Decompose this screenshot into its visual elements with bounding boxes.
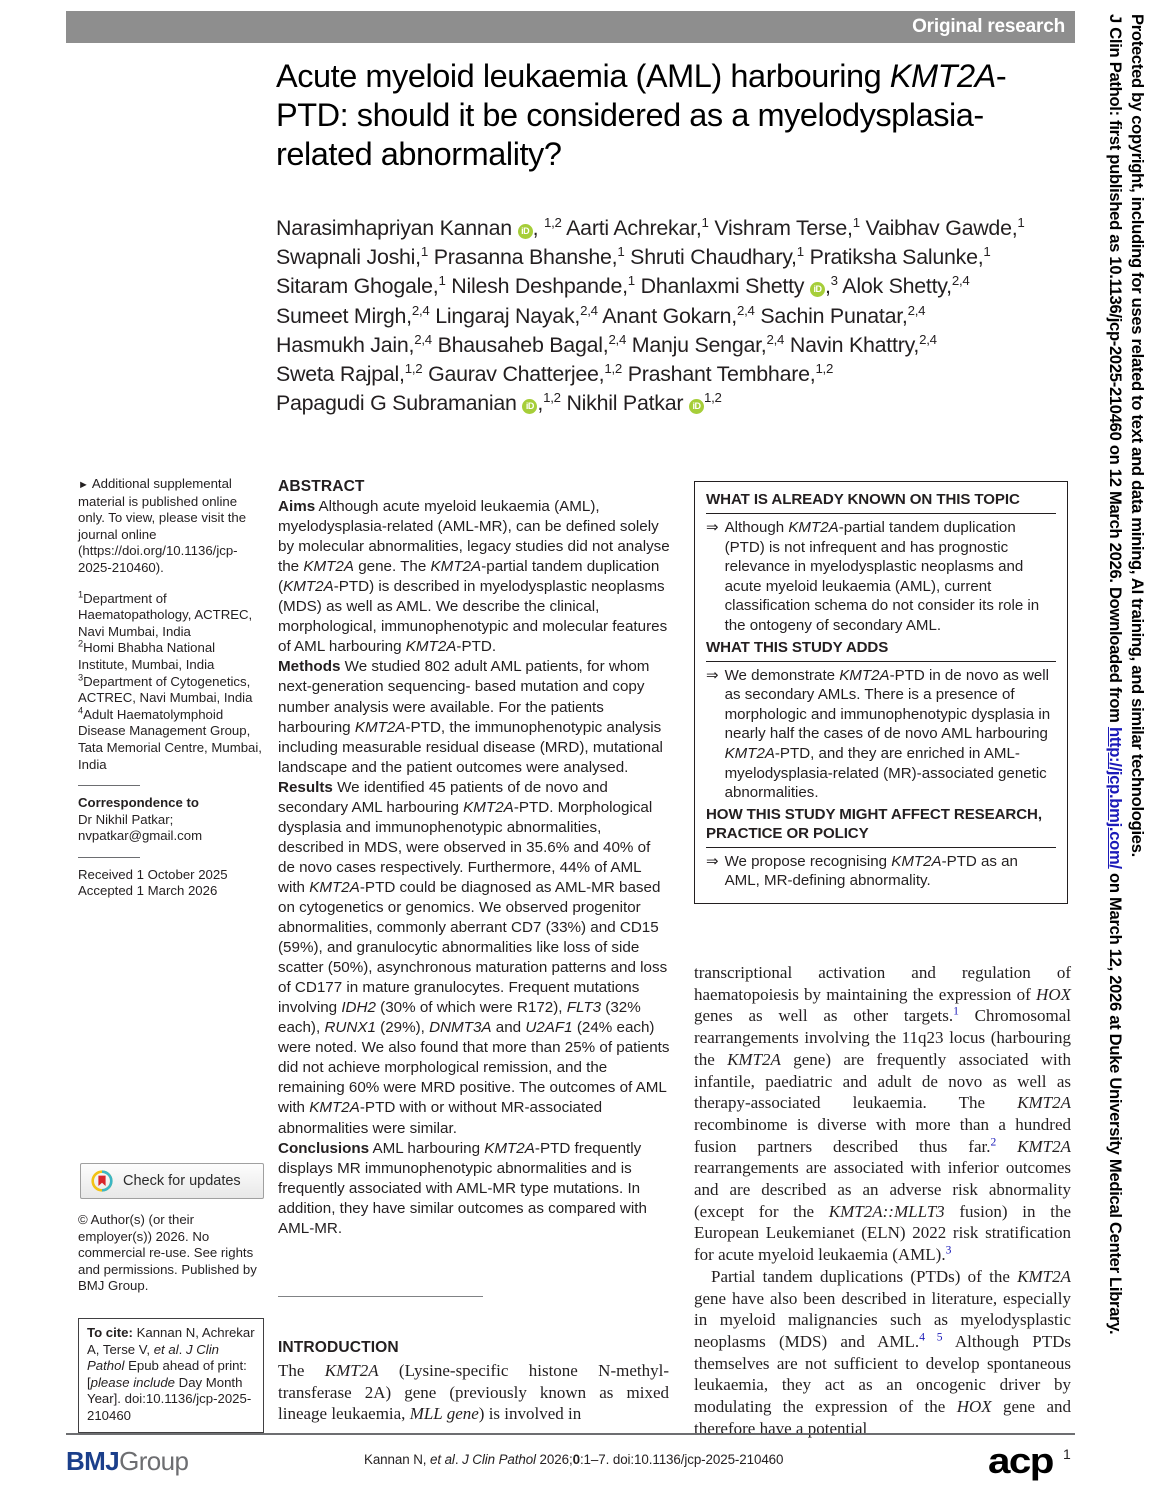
gene-name: FLT3 bbox=[566, 999, 602, 1017]
affiliation-marker: 2,4 bbox=[907, 302, 926, 318]
abstract-section bbox=[278, 477, 671, 1239]
citation-ref[interactable]: 2 bbox=[990, 1134, 997, 1148]
gene-name: KMT2A bbox=[354, 718, 406, 736]
results-text: We identified 45 patients of de novo and secondary AML harbouring bbox=[278, 778, 608, 816]
affiliation-marker: 1,2 bbox=[703, 390, 722, 406]
author-name: Sumeet Mirgh, bbox=[276, 303, 412, 328]
results-text: (30% of which were R172), bbox=[375, 999, 567, 1017]
affiliation-number: 3 bbox=[78, 672, 84, 683]
affiliation-number: 1 bbox=[78, 589, 84, 600]
intro-text: (Lysine-specific histone N-methyl-transferase 2A) gene (previously known as mixed lineage leukaemia, bbox=[278, 1361, 669, 1424]
orcid-icon[interactable]: iD bbox=[689, 399, 704, 414]
author-name: Nilesh Deshpande, bbox=[445, 274, 628, 299]
abstract-results bbox=[278, 778, 671, 1139]
to-cite-label: To cite: bbox=[87, 1325, 133, 1340]
to-cite-placeholder: please include bbox=[90, 1374, 175, 1390]
gene-name: KMT2A bbox=[1017, 1093, 1071, 1113]
affiliation-marker: 1 bbox=[701, 214, 709, 230]
key-points-divider bbox=[706, 847, 1056, 848]
affiliation-text: Department of Haematopathology, ACTREC, Navi Mumbai, India bbox=[78, 590, 253, 639]
author-name: Pratiksha Salunke, bbox=[803, 245, 984, 270]
introduction-body bbox=[278, 1360, 669, 1425]
gene-name: KMT2A bbox=[303, 558, 354, 576]
to-cite-authors: Kannan N, Achrekar A, Terse V, bbox=[87, 1325, 255, 1357]
body-paragraph-1 bbox=[694, 962, 1071, 1266]
correspondence-body: Dr Nikhil Patkar; nvpatkar@gmail.com bbox=[78, 811, 203, 844]
key-point-text bbox=[725, 666, 1056, 803]
affiliation-marker: 1 bbox=[1017, 214, 1025, 230]
gene-name: IDH2 bbox=[341, 999, 376, 1017]
citation-ref[interactable]: 3 bbox=[945, 1243, 952, 1257]
abstract-conclusions bbox=[278, 1139, 671, 1239]
author-line-6 bbox=[276, 362, 833, 386]
key-point-1 bbox=[706, 518, 1056, 636]
methods-text: -PTD, the immunophenotypic analysis including measurable residual disease (MRD), mutational landscape and the patient outcomes were analysed. bbox=[278, 718, 663, 776]
kp-text-part: We demonstrate bbox=[724, 666, 840, 684]
abstract-aims bbox=[278, 497, 671, 657]
affiliation-marker: 2,4 bbox=[608, 331, 627, 347]
abstract-heading: ABSTRACT bbox=[278, 478, 365, 495]
title-gene: KMT2A bbox=[889, 58, 996, 94]
author-sep: , bbox=[824, 274, 831, 299]
affiliation-marker: 2,4 bbox=[580, 302, 598, 318]
body-paragraph-2 bbox=[694, 1266, 1071, 1440]
gene-name: KMT2A bbox=[463, 798, 514, 816]
supplemental-text: Additional supplemental material is published online only. To view, please visit the journal online (https://doi.org/10.1136/jcp-2025-210460). bbox=[78, 476, 247, 575]
watermark-sidebar bbox=[1086, 0, 1148, 1510]
footer-citation bbox=[364, 1452, 783, 1467]
body-text: Partial tandem duplications (PTDs) of the bbox=[711, 1266, 1018, 1286]
to-cite-sep: . bbox=[178, 1341, 186, 1357]
affiliation-marker: 1 bbox=[796, 244, 804, 260]
kp-text-part: -partial tandem duplication (PTD) is not infrequent and has prognostic relevance in myelodysplastic neoplasms and acute myeloid leukaemia (AML), current classification schema do not consider its role in the ontogeny of secondary AML. bbox=[724, 519, 1040, 634]
aims-text: Although acute myeloid leukaemia (AML), myelodysplasia-related (AML-MR), can be defined solely by molecular abnormalities, legacy studies did not analyse the bbox=[278, 498, 670, 576]
methods-text: We studied 802 adult AML patients, for whom next-generation sequencing- based mutation and copy number analysis were available. For the patients harbouring bbox=[278, 658, 650, 736]
gene-name: KMT2A::MLLT3 bbox=[828, 1201, 945, 1221]
to-cite-etal: et al bbox=[153, 1341, 179, 1357]
affiliation-4 bbox=[78, 707, 264, 773]
author-name: Prashant Tembhare, bbox=[622, 362, 816, 387]
affiliation-text: Homi Bhabha National Institute, Mumbai, India bbox=[78, 640, 216, 672]
author-name: Alok Shetty, bbox=[837, 274, 952, 299]
results-text: -PTD with or without MR-associated abnormalities were similar. bbox=[278, 1099, 603, 1137]
author-name: Papagudi G Subramanian bbox=[276, 391, 517, 416]
key-points-divider bbox=[706, 513, 1056, 514]
watermark-text: J Clin Pathol: first published as 10.1136/jcp-2025-210460 on 12 March 2026. Downloaded from bbox=[1106, 14, 1125, 727]
footer-doi: :1–7. doi:10.1136/jcp-2025-210460 bbox=[579, 1452, 784, 1467]
kp-text-part: We propose recognising bbox=[724, 852, 892, 870]
check-for-updates-label: Check for updates bbox=[123, 1173, 241, 1189]
watermark-link[interactable]: http://jcp.bmj.com/ bbox=[1106, 726, 1125, 869]
article-type-banner bbox=[66, 11, 1075, 43]
affiliation-marker: 2,4 bbox=[736, 302, 755, 318]
aims-label: Aims bbox=[278, 498, 316, 516]
key-point-3 bbox=[706, 852, 1056, 891]
gene-name: KMT2A bbox=[724, 744, 775, 762]
footer-divider bbox=[66, 1433, 1075, 1435]
author-name: Sweta Rajpal, bbox=[276, 362, 405, 387]
author-name: Hasmukh Jain, bbox=[276, 332, 415, 357]
author-name: Anant Gokarn, bbox=[597, 303, 737, 328]
gene-name: KMT2A bbox=[839, 666, 890, 684]
author-list bbox=[276, 214, 1066, 418]
affiliation-marker: 2,4 bbox=[414, 331, 432, 347]
footer-author: Kannan N, bbox=[364, 1452, 430, 1467]
article-type-label: Original research bbox=[912, 16, 1065, 37]
key-point-text bbox=[725, 518, 1056, 636]
author-line-4 bbox=[276, 304, 925, 328]
gene-name: RUNX1 bbox=[324, 1019, 376, 1037]
author-name: Gaurav Chatterjee, bbox=[422, 362, 605, 387]
results-text: (32% each), bbox=[278, 999, 641, 1037]
bmj-group-logo bbox=[66, 1446, 188, 1477]
key-points-heading-2: WHAT THIS STUDY ADDS bbox=[706, 638, 889, 656]
results-text: -PTD. Morphological dysplasia and immunophenotypic abnormalities, described in MDS, were observed in 35.6% and 40% of de novo cases respectively. Furthermore, 44% of AML with bbox=[278, 798, 653, 896]
affiliation-text: Adult Haematolymphoid Disease Management Group, Tata Memorial Centre, Mumbai, India bbox=[78, 706, 262, 772]
triangle-right-icon: ► bbox=[78, 479, 89, 491]
double-arrow-icon: ⇒ bbox=[706, 852, 719, 870]
left-rail bbox=[78, 476, 264, 900]
aims-text: gene. The bbox=[353, 558, 431, 576]
gene-name: KMT2A bbox=[405, 638, 457, 656]
affiliation-number: 4 bbox=[78, 705, 84, 716]
body-text: Chromosomal rearrangements involving the 11q23 locus (harbouring the bbox=[694, 1006, 1071, 1069]
watermark-line-1 bbox=[1105, 14, 1125, 1334]
affiliation-marker: 3 bbox=[830, 273, 838, 289]
author-name: Prasanna Bhanshe, bbox=[428, 245, 618, 270]
abstract-methods bbox=[278, 657, 671, 777]
aims-text: -PTD. bbox=[456, 638, 497, 656]
key-points-divider bbox=[706, 661, 1056, 662]
correspondence-heading: Correspondence to bbox=[78, 795, 199, 811]
check-for-updates-button[interactable] bbox=[80, 1163, 264, 1199]
author-name: Navin Khattry, bbox=[784, 332, 920, 357]
results-text: (29%), bbox=[375, 1019, 430, 1037]
affiliation-number: 2 bbox=[78, 638, 84, 649]
author-name: Bhausaheb Bagal, bbox=[431, 332, 609, 357]
methods-label: Methods bbox=[278, 658, 341, 676]
affiliation-marker: 1,2 bbox=[604, 360, 622, 376]
rail-divider bbox=[78, 857, 140, 858]
key-point-2 bbox=[706, 666, 1056, 803]
key-point-text bbox=[725, 852, 1056, 891]
aims-text: -partial tandem duplication ( bbox=[278, 558, 660, 596]
author-name: Nikhil Patkar bbox=[560, 391, 684, 416]
gene-name: KMT2A bbox=[430, 558, 482, 576]
author-name: Sachin Punatar, bbox=[754, 303, 908, 328]
affiliation-1 bbox=[78, 591, 264, 641]
affiliation-marker: 1,2 bbox=[815, 360, 834, 376]
gene-name: KMT2A bbox=[788, 519, 839, 536]
affiliation-marker: 1 bbox=[852, 214, 860, 230]
footer-journal: J Clin Pathol bbox=[462, 1452, 536, 1467]
footer-volume: 0 bbox=[572, 1452, 580, 1467]
accepted-date: Accepted 1 March 2026 bbox=[78, 883, 218, 899]
affiliation-marker: 1 bbox=[617, 244, 625, 260]
gene-name: KMT2A bbox=[891, 852, 942, 870]
body-text: Although PTDs themselves are not sufficient to develop spontaneous leukaemia, they act as an oncogenic driver by modulating the expression of the bbox=[694, 1331, 1071, 1417]
watermark-text: on March 12, 2026 at Duke University Medical Center Library. bbox=[1106, 868, 1125, 1335]
gene-name: KMT2A bbox=[324, 1361, 379, 1380]
kp-text-part: -PTD in de novo as well as secondary AMLs. There is a presence of morphologic and immunophenotypic dysplasia in nearly half the cases of de novo AML harbouring bbox=[724, 666, 1051, 743]
double-arrow-icon: ⇒ bbox=[706, 666, 719, 684]
conclusions-text: AML harbouring bbox=[369, 1139, 485, 1157]
gene-name: MLL gene bbox=[409, 1404, 479, 1424]
body-text bbox=[996, 1137, 1017, 1156]
affiliation-3 bbox=[78, 674, 264, 707]
affiliation-marker: 1,2 bbox=[543, 214, 562, 230]
body-text: fusion) in the European Leukemianet (ELN) 2022 risk stratification for acute myeloid leukaemia (AML). bbox=[694, 1201, 1071, 1265]
to-cite-box bbox=[78, 1318, 264, 1433]
supplemental-note bbox=[78, 476, 264, 577]
affiliation-marker: 1,2 bbox=[404, 360, 423, 376]
author-name: Vaibhav Gawde, bbox=[859, 216, 1018, 240]
gene-name: DNMT3A bbox=[429, 1019, 492, 1037]
footer-etal: et al bbox=[430, 1452, 455, 1467]
author-sep: , bbox=[537, 391, 544, 416]
copyright-note: © Author(s) (or their employer(s)) 2026. No commercial re-use. See rights and permissions. Published by BMJ Group. bbox=[78, 1212, 257, 1294]
rail-divider bbox=[78, 785, 140, 786]
body-text: gene) are frequently associated with infantile, paediatric and adult de novo as well as therapy-associated leukaemia. The bbox=[694, 1049, 1071, 1113]
gene-name: KMT2A bbox=[283, 578, 334, 596]
gene-name: KMT2A bbox=[309, 1099, 360, 1117]
author-line-5 bbox=[276, 333, 937, 357]
right-column-body bbox=[694, 962, 1071, 1439]
page-title bbox=[276, 57, 1066, 174]
author-name: Aarti Achrekar, bbox=[561, 216, 702, 240]
page-number: 1 bbox=[1063, 1446, 1071, 1462]
acp-logo: acp bbox=[988, 1440, 1053, 1481]
author-name: Lingaraj Nayak, bbox=[429, 303, 581, 328]
affiliation-2 bbox=[78, 640, 264, 673]
conclusions-label: Conclusions bbox=[278, 1139, 370, 1157]
author-name: Manju Sengar, bbox=[626, 332, 767, 357]
kp-text-part: -PTD as an AML, MR-defining abnormality. bbox=[724, 852, 1018, 890]
body-text: genes as well as other targets. bbox=[694, 1006, 954, 1026]
title-part-1: Acute myeloid leukaemia (AML) harbouring bbox=[276, 58, 890, 94]
gene-name: KMT2A bbox=[484, 1139, 535, 1157]
gene-name: HOX bbox=[1036, 984, 1071, 1004]
results-text: -PTD could be diagnosed as AML-MR based on cytogenetics or genomics. We observed progenitor abnormalities, commonly aberrant CD7 (33%) and CD15 (59%), and granulocytic abnormalities like loss of side scatter (50%), asynchronous maturation patterns and loss of CD177 in mature granulocytes. Frequent mutations involving bbox=[278, 878, 668, 1017]
bmj-wordmark: BMJ bbox=[66, 1446, 120, 1476]
body-text: gene and therefore have a potential bbox=[694, 1397, 1072, 1438]
author-name: Narasimhapriyan Kannan bbox=[276, 216, 512, 240]
footer-year: 2026; bbox=[535, 1452, 573, 1467]
footer-sep: . bbox=[454, 1452, 463, 1467]
author-name: Dhanlaxmi Shetty bbox=[634, 274, 805, 299]
body-text: gene have also been described in literature, especially in myeloid malignancies such as myelodysplastic neoplasms (MDS) and AML. bbox=[694, 1288, 1071, 1351]
affiliation-marker: 2,4 bbox=[411, 302, 430, 318]
author-name: Vishram Terse, bbox=[708, 216, 853, 240]
gene-name: U2AF1 bbox=[525, 1019, 573, 1037]
gene-name: KMT2A bbox=[727, 1049, 781, 1069]
affiliation-marker: 1 bbox=[983, 244, 991, 260]
affiliation-marker: 2,4 bbox=[919, 331, 937, 347]
affiliation-marker: 1,2 bbox=[543, 390, 561, 406]
abstract-divider bbox=[278, 1296, 483, 1297]
received-date: Received 1 October 2025 bbox=[78, 866, 228, 882]
gene-name: HOX bbox=[956, 1397, 992, 1417]
title-part-2: -PTD: should it be considered as a myelodysplasia-related abnormality? bbox=[276, 58, 1007, 172]
affiliation-marker: 1 bbox=[627, 273, 635, 289]
aims-text: -PTD) is described in myelodysplastic neoplasms (MDS) as well as AML. We describe the clinical, morphological, immunophenotypic and molecular features of AML harbouring bbox=[278, 578, 668, 656]
kp-text-part: Although bbox=[724, 519, 789, 536]
results-text: and bbox=[491, 1019, 526, 1037]
intro-text: The bbox=[278, 1361, 325, 1380]
gene-name: KMT2A bbox=[309, 878, 360, 896]
key-points-heading-3: HOW THIS STUDY MIGHT AFFECT RESEARCH, PRACTICE OR POLICY bbox=[706, 805, 1042, 842]
author-name: Sitaram Ghogale, bbox=[276, 274, 439, 299]
watermark-line-2: Protected by copyright, including for uses related to text and data mining, AI training, and similar technologies. bbox=[1128, 14, 1147, 857]
results-label: Results bbox=[278, 778, 333, 796]
body-text: recombinome is diverse with more than a hundred fusion partners described thus far. bbox=[694, 1114, 1071, 1156]
to-cite-journal: J Clin Pathol bbox=[87, 1341, 219, 1374]
body-text: transcriptional activation and regulation of haematopoiesis by maintaining the expression of bbox=[694, 963, 1071, 1004]
citation-ref[interactable]: 1 bbox=[953, 1004, 959, 1018]
author-sep: , bbox=[532, 216, 544, 240]
to-cite-epub: Epub ahead of print: [ bbox=[87, 1358, 247, 1390]
affiliation-marker: 2,4 bbox=[766, 331, 785, 347]
gene-name: KMT2A bbox=[1017, 1136, 1071, 1156]
conclusions-text: -PTD frequently displays MR immunophenotypic abnormalities and is frequently associated with AML-MR type mutations. In addition, they have similar outcomes as compared with AML-MR. bbox=[278, 1139, 647, 1237]
intro-text: ) is involved in bbox=[478, 1404, 582, 1424]
to-cite-doi: Day Month Year]. doi:10.1136/jcp-2025-210460 bbox=[87, 1374, 252, 1423]
citation-ref[interactable]: 4 5 bbox=[919, 1330, 943, 1344]
affiliation-marker: 2,4 bbox=[951, 273, 970, 289]
orcid-icon[interactable]: iD bbox=[518, 224, 533, 239]
results-text: (24% each) were noted. We also found that more than 25% of patients did not achieve morphological remission, and the remaining 60% were MRD positive. The outcomes of AML with bbox=[278, 1019, 670, 1117]
introduction-heading: INTRODUCTION bbox=[278, 1339, 399, 1356]
key-points-heading-1: WHAT IS ALREADY KNOWN ON THIS TOPIC bbox=[706, 491, 1020, 508]
gene-name: KMT2A bbox=[1017, 1266, 1071, 1286]
author-line-2 bbox=[276, 245, 991, 269]
author-name: Swapnali Joshi, bbox=[276, 245, 421, 270]
crossmark-icon bbox=[91, 1170, 113, 1192]
affiliation-marker: 1 bbox=[420, 244, 429, 260]
affiliation-marker: 1 bbox=[438, 273, 446, 289]
orcid-icon[interactable]: iD bbox=[810, 282, 825, 297]
author-name: Shruti Chaudhary, bbox=[624, 245, 797, 270]
body-text: rearrangements are associated with inferior outcomes and are described as an adverse risk abnormality (except for the bbox=[694, 1158, 1071, 1221]
spacer bbox=[78, 577, 264, 591]
kp-text-part: -PTD, and they are enriched in AML-myelodysplasia-related (MR)-associated genetic abnormalities. bbox=[724, 744, 1047, 802]
orcid-icon[interactable]: iD bbox=[522, 399, 537, 414]
affiliation-text: Department of Cytogenetics, ACTREC, Navi Mumbai, India bbox=[78, 673, 253, 706]
double-arrow-icon: ⇒ bbox=[706, 519, 719, 536]
group-wordmark: Group bbox=[119, 1446, 189, 1476]
key-points-box bbox=[694, 481, 1068, 904]
